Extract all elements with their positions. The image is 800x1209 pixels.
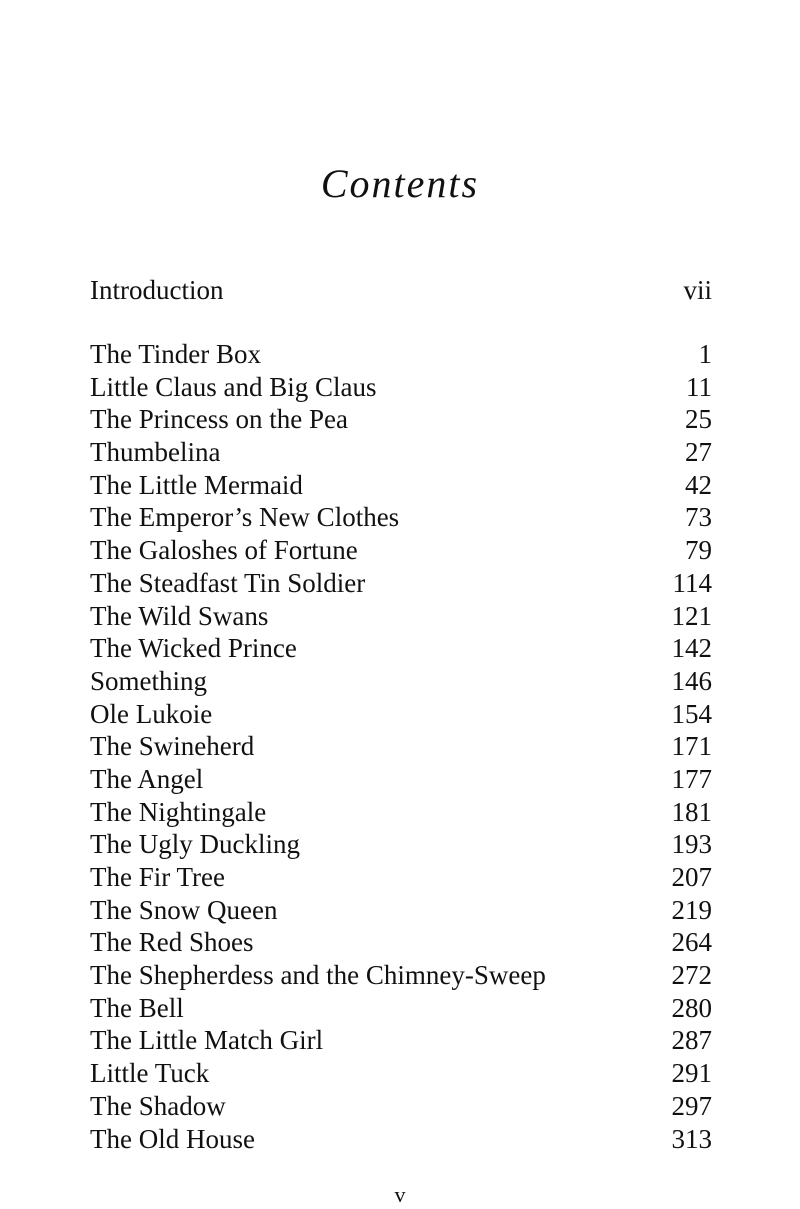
toc-entry-page: 291 <box>671 1058 712 1089</box>
toc-entry-label: The Shadow <box>90 1090 226 1121</box>
toc-entry-page: 154 <box>671 698 712 729</box>
toc-entry <box>90 1090 712 1123</box>
toc-entry <box>90 959 712 992</box>
toc-entry-page: 11 <box>686 371 712 402</box>
toc-entry <box>90 403 712 436</box>
toc-entry-label: The Steadfast Tin Soldier <box>90 567 366 598</box>
toc-entry <box>90 501 712 534</box>
toc-entry <box>90 992 712 1025</box>
toc-list <box>90 338 712 1155</box>
toc-entry-page: 27 <box>685 437 712 468</box>
toc-entry <box>90 894 712 927</box>
toc-entry <box>90 763 712 796</box>
toc-entry-page: 280 <box>671 992 712 1023</box>
toc-entry-label: The Old House <box>90 1123 255 1154</box>
toc-entry-page: 287 <box>671 1025 712 1056</box>
toc-entry-label: The Wicked Prince <box>90 633 297 664</box>
toc-entry-label: The Snow Queen <box>90 894 278 925</box>
toc-entry-label: The Ugly Duckling <box>90 829 300 860</box>
toc-entry-page: 25 <box>685 404 712 435</box>
toc-entry-page: 79 <box>685 535 712 566</box>
toc-entry <box>90 436 712 469</box>
toc-entry-label: Little Claus and Big Claus <box>90 371 377 402</box>
toc-entry-page: 177 <box>671 763 712 794</box>
toc-entry-page: 142 <box>671 633 712 664</box>
toc-entry-page: 171 <box>671 731 712 762</box>
toc-entry-page: 193 <box>671 829 712 860</box>
toc-entry-label: The Little Mermaid <box>90 469 303 500</box>
toc-entry <box>90 730 712 763</box>
toc-entry-page: 1 <box>698 339 712 369</box>
toc-entry <box>90 338 712 371</box>
toc-entry-page: 121 <box>671 600 712 631</box>
toc-entry-page: 114 <box>672 567 712 598</box>
toc-entry-label: The Swineherd <box>90 731 255 762</box>
toc-entry-label: The Tinder Box <box>90 339 262 369</box>
toc-entry <box>90 632 712 665</box>
toc-entry <box>90 534 712 567</box>
toc-entry-page: 313 <box>671 1123 712 1154</box>
toc-entry-label: The Princess on the Pea <box>90 404 348 435</box>
toc-entry-label: The Red Shoes <box>90 927 254 958</box>
toc-entry-label: The Nightingale <box>90 796 267 827</box>
toc-entry <box>90 1123 712 1156</box>
toc-entry-page: 146 <box>671 665 712 696</box>
toc-entry-label: Ole Lukoie <box>90 698 213 729</box>
toc-entry-page: 207 <box>671 862 712 892</box>
toc-entry <box>90 371 712 404</box>
toc-entry-page: 297 <box>671 1090 712 1121</box>
toc-entry <box>90 926 712 959</box>
toc-entry <box>90 1024 712 1057</box>
toc-entry-label: The Galoshes of Fortune <box>90 535 358 566</box>
toc-entry-label: The Fir Tree <box>90 862 225 892</box>
page-number: v <box>394 1182 406 1207</box>
toc-entry-label: The Wild Swans <box>90 600 269 631</box>
toc-entry-page: 181 <box>671 796 712 827</box>
toc-entry <box>90 861 712 894</box>
toc-entry <box>90 600 712 633</box>
toc-entry-page: 264 <box>671 927 712 958</box>
toc-entry-introduction <box>90 272 712 308</box>
toc-entry <box>90 698 712 731</box>
toc-entry-label: Little Tuck <box>90 1058 210 1089</box>
toc-entry-page: 42 <box>685 469 712 500</box>
toc-entry-label: The Bell <box>90 992 184 1023</box>
toc-entry-label: The Angel <box>90 763 204 794</box>
toc-entry <box>90 665 712 698</box>
toc-entry-label: The Little Match Girl <box>90 1025 324 1056</box>
toc-entry-page: 73 <box>685 502 712 533</box>
toc-entry-label: Something <box>90 665 208 696</box>
toc-entry-label: Introduction <box>90 275 224 305</box>
page-title: Contents <box>320 161 480 206</box>
toc-entry-label: The Emperor’s New Clothes <box>90 502 400 533</box>
toc-entry-page: 219 <box>671 894 712 925</box>
toc-entry-label: The Shepherdess and the Chimney-Sweep <box>90 960 546 991</box>
toc-entry-page: 272 <box>671 960 712 991</box>
toc-entry <box>90 828 712 861</box>
toc-entry <box>90 469 712 502</box>
toc-entry <box>90 567 712 600</box>
toc-entry <box>90 1057 712 1090</box>
toc-entry-label: Thumbelina <box>90 437 221 468</box>
toc-entry <box>90 796 712 829</box>
toc-entry-page: vii <box>683 275 712 305</box>
